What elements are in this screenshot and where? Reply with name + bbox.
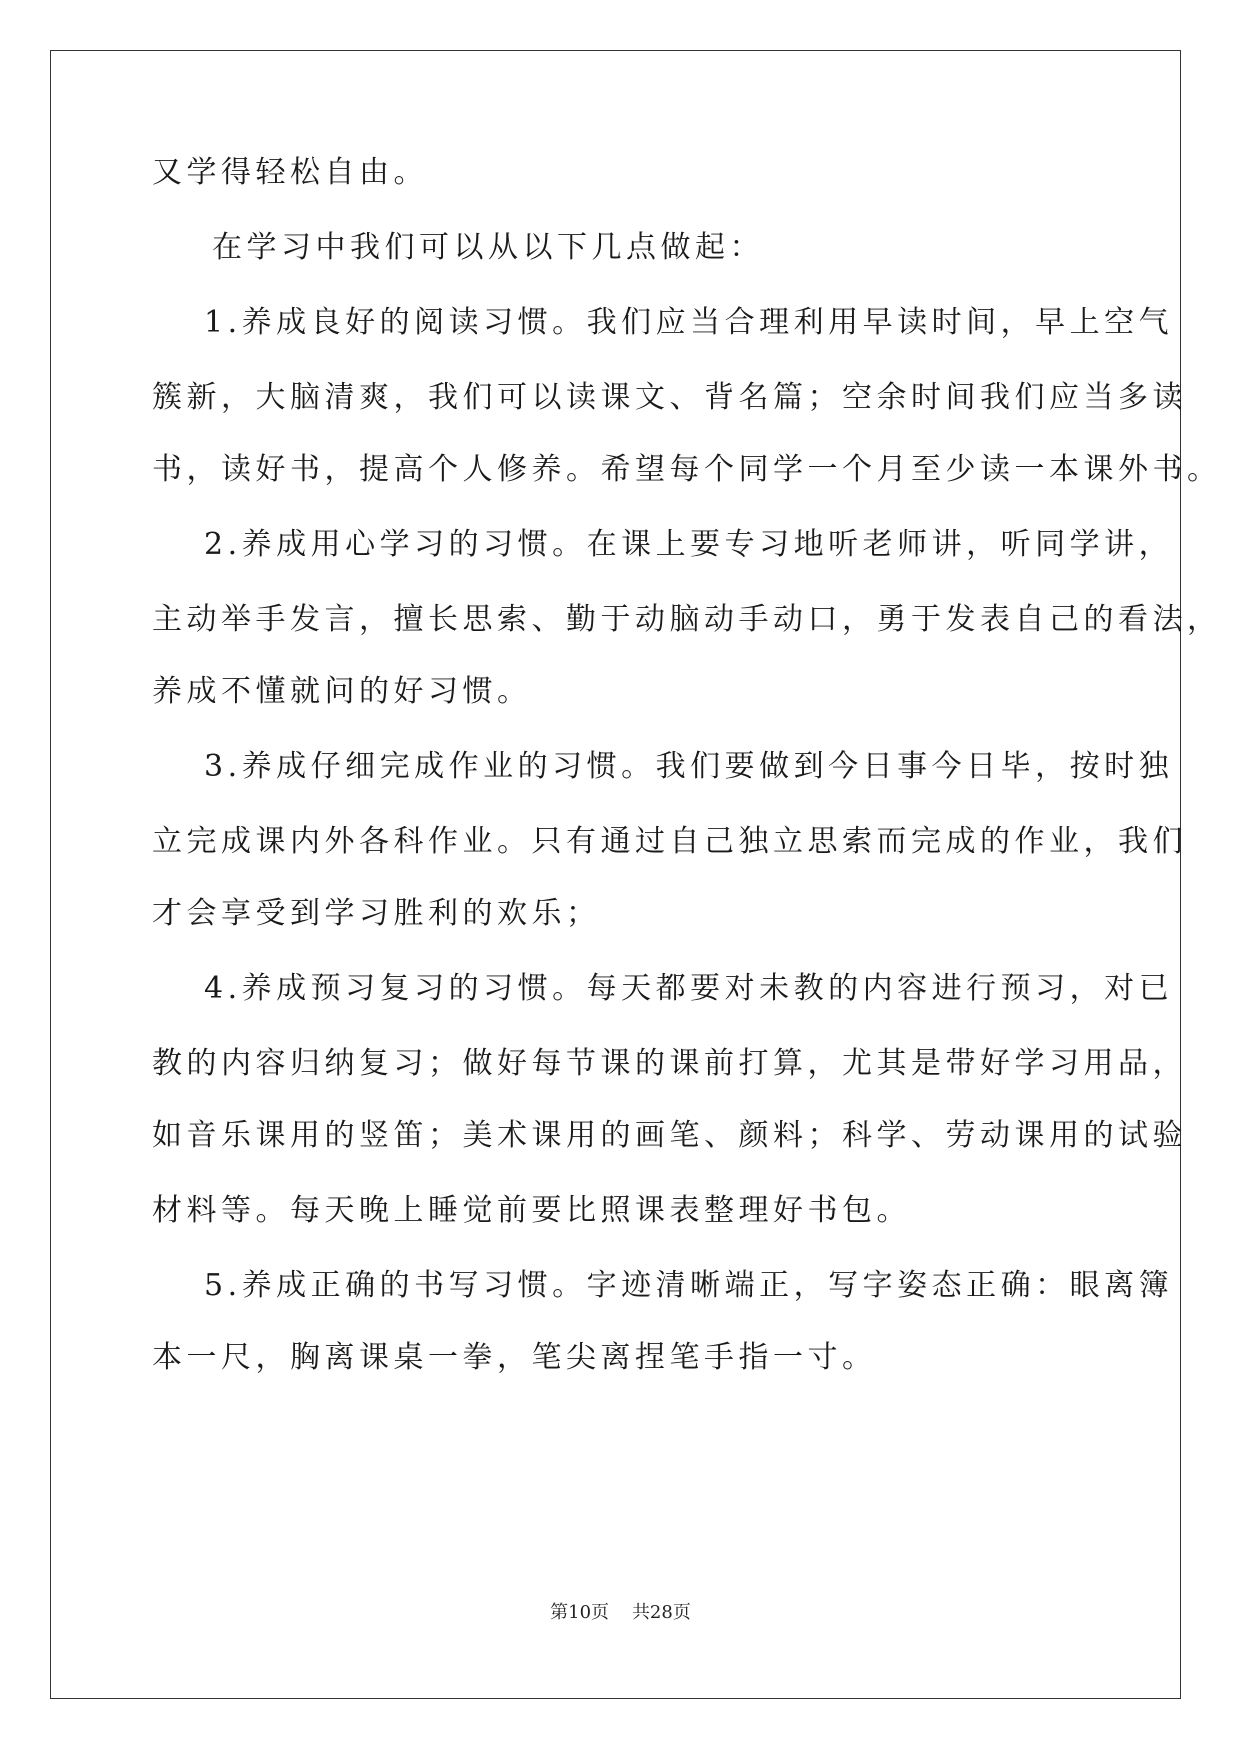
- text-line: 本一尺，胸离课桌一拳，笔尖离捏笔手指一寸。: [152, 1340, 877, 1375]
- page-number: 第10页: [550, 1602, 610, 1623]
- page-border: [50, 50, 1181, 1699]
- text-line: 立完成课内外各科作业。只有通过自己独立思索而完成的作业，我们: [152, 824, 1187, 859]
- text-line: 主动举手发言，擅长思索、勤于动脑动手动口，勇于发表自己的看法，: [152, 602, 1222, 637]
- text-line: 材料等。每天晚上睡觉前要比照课表整理好书包。: [152, 1193, 911, 1228]
- text-line: 养成不懂就问的好习惯。: [152, 674, 532, 709]
- text-line: 如音乐课用的竖笛；美术课用的画笔、颜料；科学、劳动课用的试验: [152, 1118, 1187, 1153]
- text-line: 才会享受到学习胜利的欢乐；: [152, 896, 601, 931]
- paragraph-first-line: 3.养成仔细完成作业的习惯。我们要做到今日事今日毕，按时独: [204, 749, 1174, 784]
- text-line: 又学得轻松自由。: [152, 155, 428, 190]
- text-line: 教的内容归纳复习；做好每节课的课前打算，尤其是带好学习用品，: [152, 1046, 1187, 1081]
- paragraph-first-line: 4.养成预习复习的习惯。每天都要对未教的内容进行预习，对已: [204, 971, 1174, 1006]
- page-footer: [0, 1600, 1241, 1626]
- text-line: 书，读好书，提高个人修养。希望每个同学一个月至少读一本课外书。: [152, 452, 1222, 487]
- paragraph-first-line: 5.养成正确的书写习惯。字迹清晰端正，写字姿态正确：眼离簿: [204, 1268, 1174, 1303]
- paragraph-first-line: 在学习中我们可以从以下几点做起：: [212, 230, 764, 265]
- text-line: 簇新，大脑清爽，我们可以读课文、背名篇；空余时间我们应当多读: [152, 380, 1187, 415]
- paragraph-first-line: 1.养成良好的阅读习惯。我们应当合理利用早读时间，早上空气: [204, 305, 1174, 340]
- page-total: 共28页: [631, 1602, 691, 1623]
- paragraph-first-line: 2.养成用心学习的习惯。在课上要专习地听老师讲，听同学讲，: [204, 527, 1174, 562]
